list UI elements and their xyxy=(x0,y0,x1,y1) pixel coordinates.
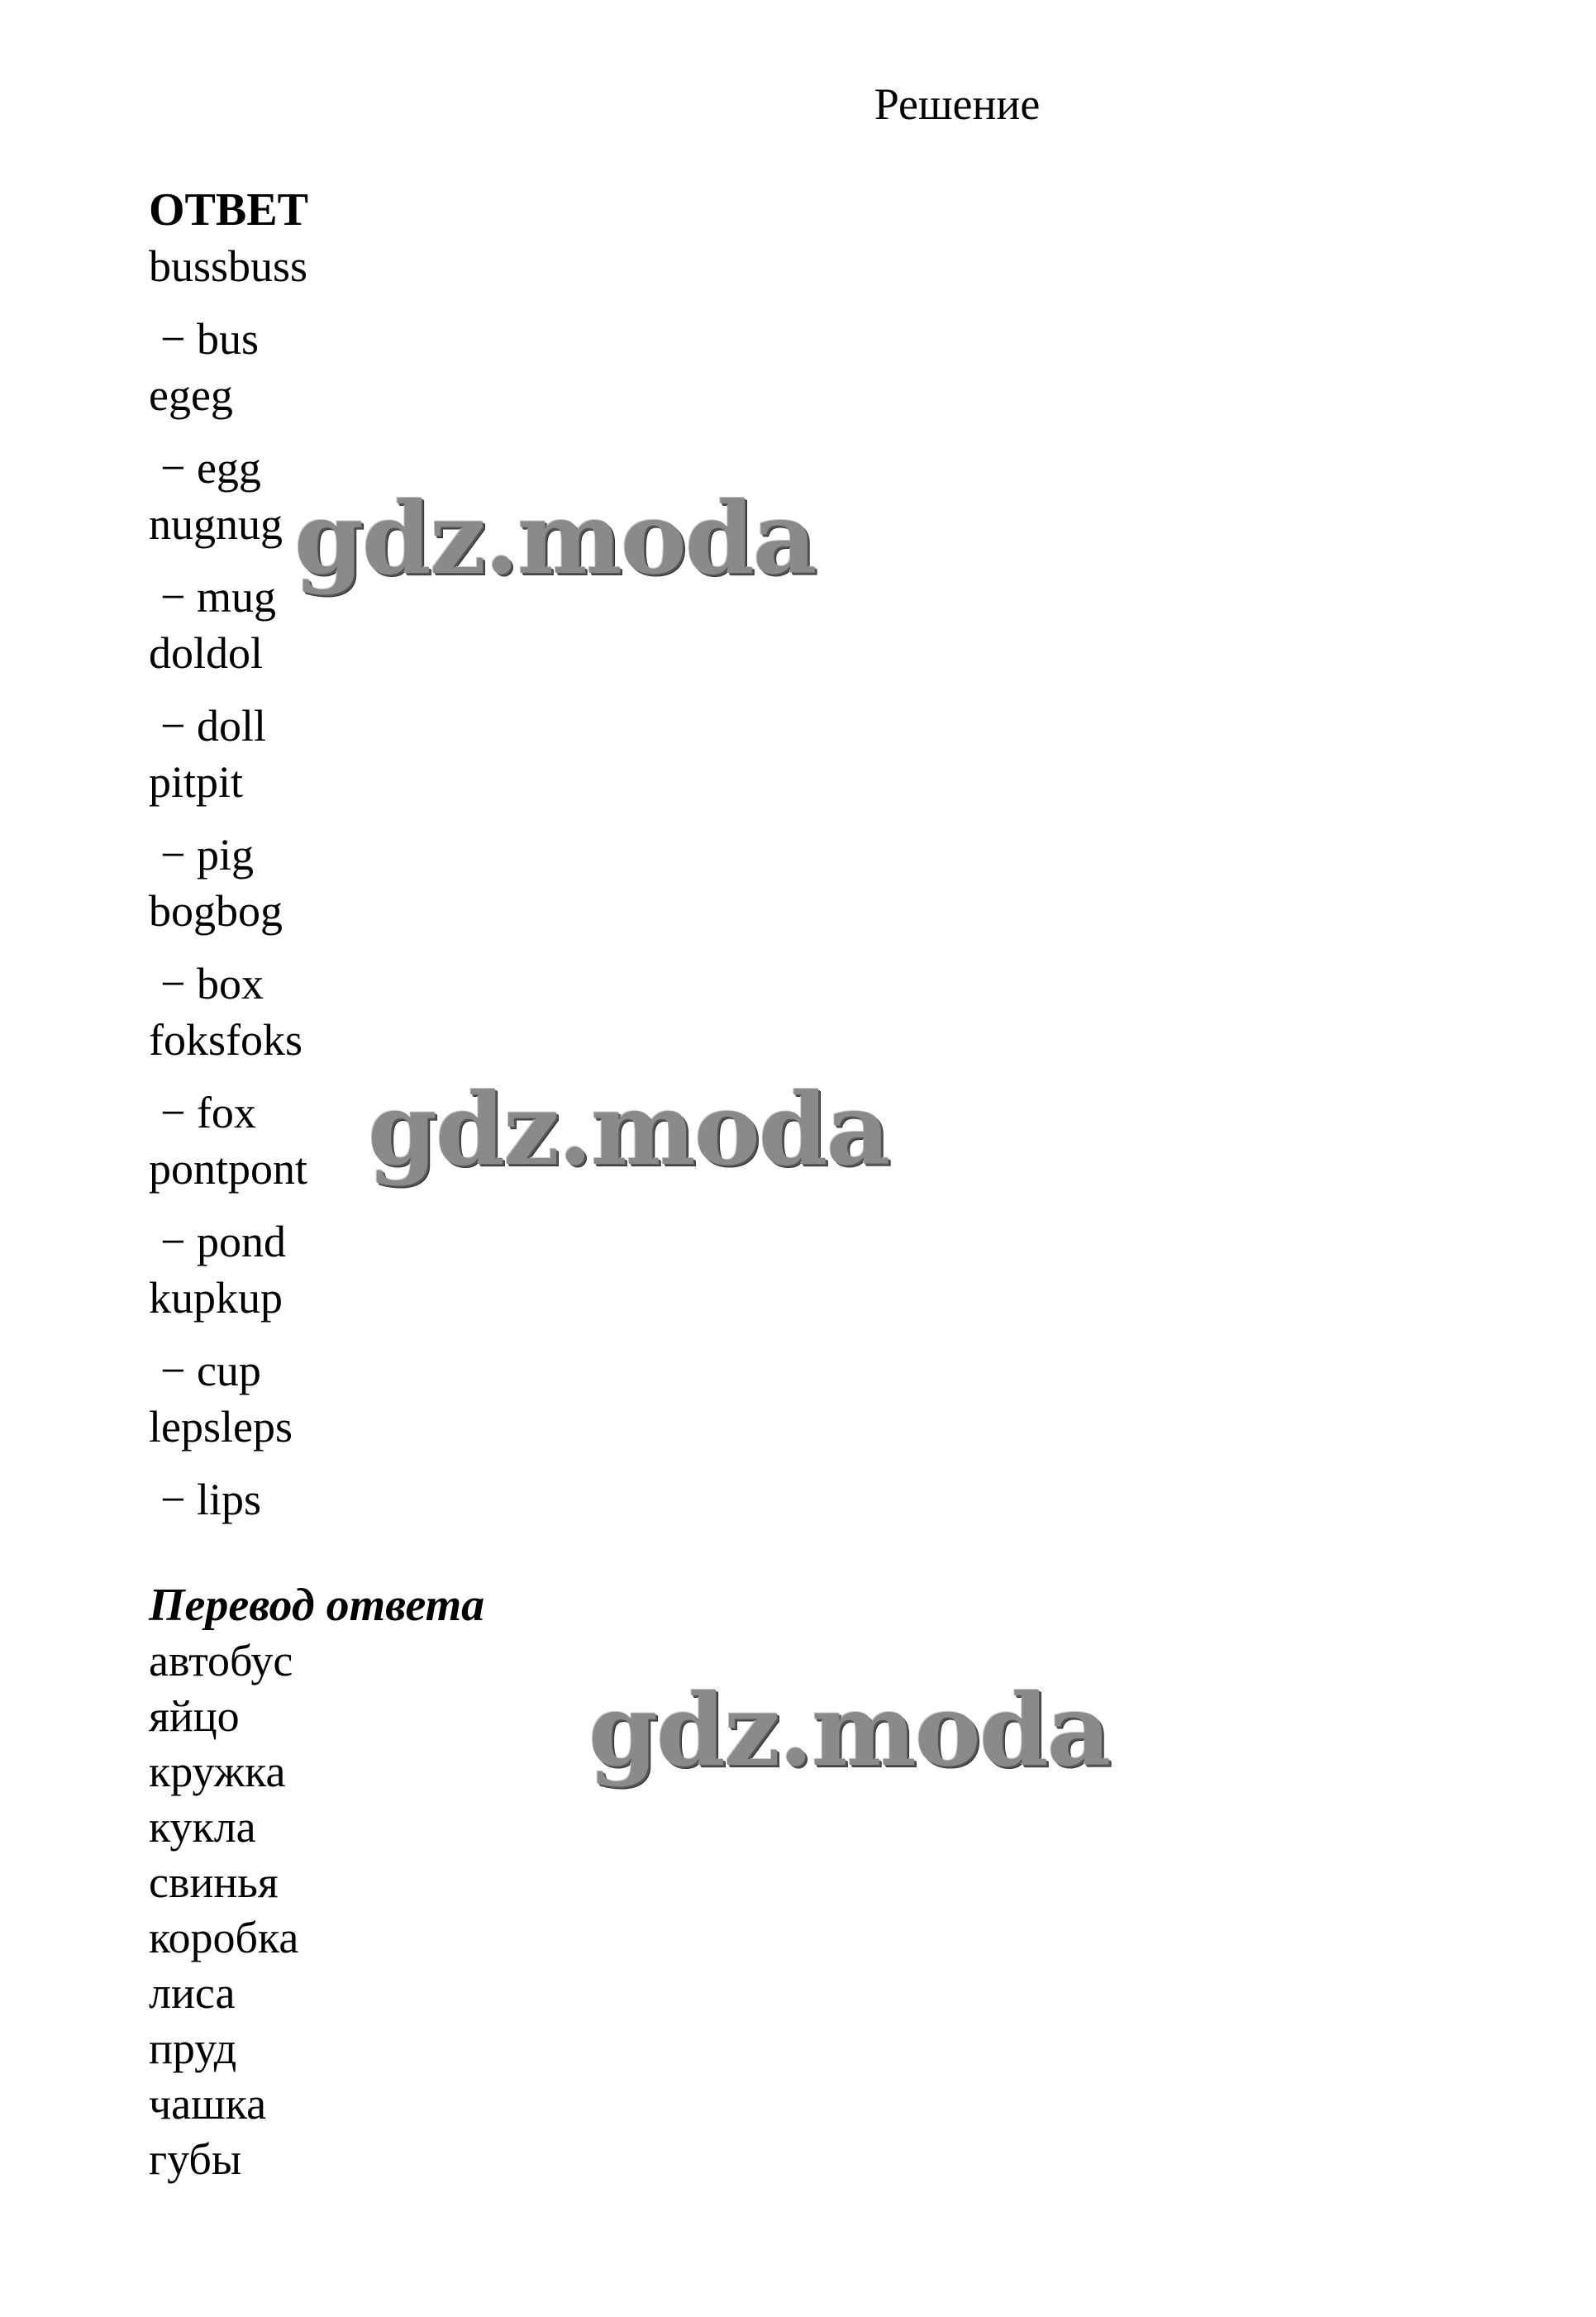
answer-item xyxy=(149,754,1306,883)
translation-item: кружка xyxy=(149,1747,286,1796)
translation-title: Перевод ответа xyxy=(149,1580,485,1631)
answer-item xyxy=(149,238,1306,367)
answer-item xyxy=(149,1399,1306,1528)
answer-line: − pig xyxy=(160,830,254,880)
answer-line: − lips xyxy=(160,1475,261,1524)
answer-item xyxy=(149,625,1306,754)
answer-title: ОТВЕТ xyxy=(149,184,308,236)
translation-item: коробка xyxy=(149,1913,299,1962)
page-heading: Решение xyxy=(874,79,1041,129)
answer-item xyxy=(149,367,1306,496)
translation-item: свинья xyxy=(149,1857,279,1907)
answer-line: − fox xyxy=(160,1088,256,1137)
answer-word: kupkup xyxy=(149,1273,283,1323)
answer-line: − bus xyxy=(160,314,259,364)
answer-word: foksfoks xyxy=(149,1015,303,1065)
watermark: gdz.moda xyxy=(588,1672,1110,1789)
answer-word: pitpit xyxy=(149,757,244,807)
answer-word: doldol xyxy=(149,628,264,678)
answer-word: nugnug xyxy=(149,499,283,549)
answer-word: pontpont xyxy=(149,1144,308,1194)
translation-item: лиса xyxy=(149,1968,236,2018)
answer-line: − doll xyxy=(160,701,266,751)
answer-line: − pond xyxy=(160,1217,286,1266)
translation-item: пруд xyxy=(149,2024,237,2073)
translation-item: яйцо xyxy=(149,1691,240,1741)
translation-item: кукла xyxy=(149,1802,256,1852)
watermark: gdz.moda xyxy=(294,480,816,597)
translation-item: чашка xyxy=(149,2079,267,2129)
answer-line: − cup xyxy=(160,1346,261,1395)
translation-item: автобус xyxy=(149,1636,293,1685)
answer-word: egeg xyxy=(149,370,233,420)
answer-item xyxy=(149,1270,1306,1399)
translation-item: губы xyxy=(149,2134,242,2184)
answer-word: bogbog xyxy=(149,886,283,936)
answer-word: bussbuss xyxy=(149,241,308,291)
watermark: gdz.moda xyxy=(368,1071,889,1188)
answer-item xyxy=(149,883,1306,1012)
answer-line: − box xyxy=(160,959,264,1008)
answer-line: − mug xyxy=(160,572,276,622)
answer-word: lepsleps xyxy=(149,1402,293,1452)
answer-line: − egg xyxy=(160,443,261,493)
